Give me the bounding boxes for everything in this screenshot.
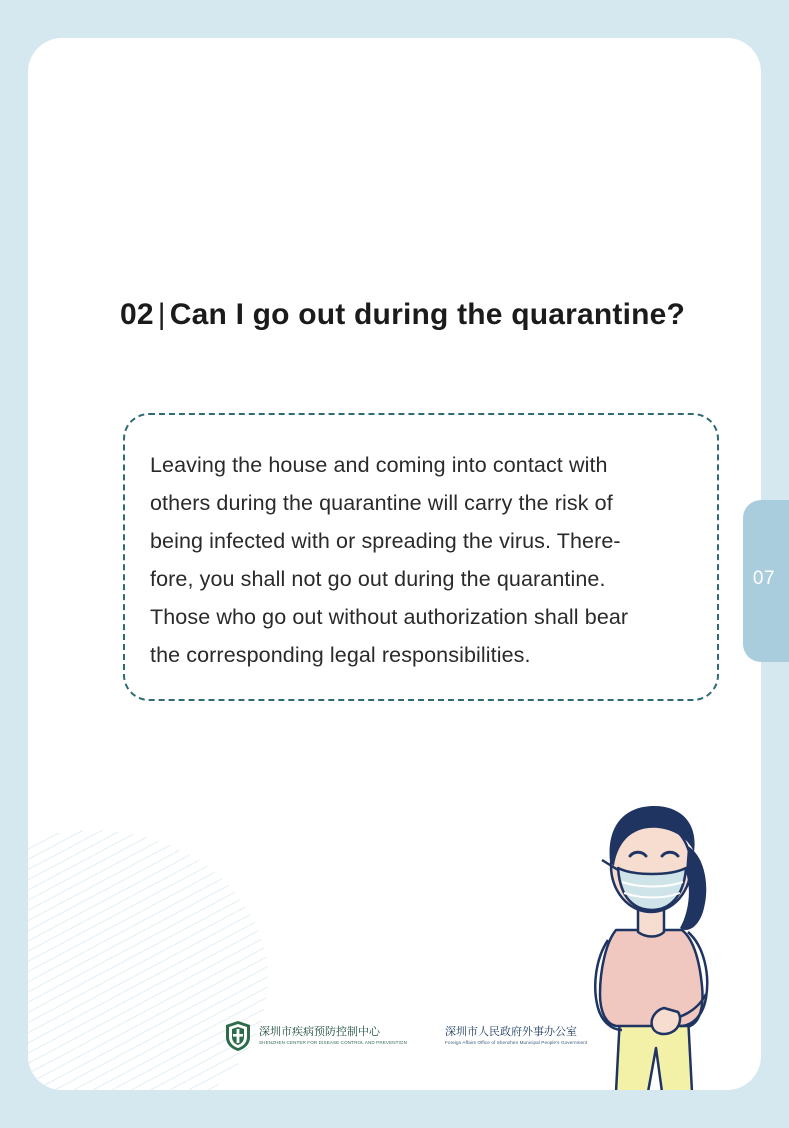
title-separator: | (157, 298, 166, 331)
answer-line: Leaving the house and coming into contact with (150, 453, 608, 477)
cdc-name-en: SHENZHEN CENTER FOR DISEASE CONTROL AND PREVENTION (259, 1040, 408, 1045)
gov-name-cn: 深圳市人民政府外事办公室 (445, 1026, 578, 1038)
answer-line: fore, you shall not go out during the quarantine. (150, 567, 606, 591)
cdc-logo-block (224, 1020, 407, 1052)
answer-line: the corresponding legal responsibilities. (150, 643, 531, 667)
content-card (28, 38, 761, 1090)
gov-name-en: Foreign Affairs Office of Shenzhen Municipal People's Government (445, 1040, 588, 1045)
page-title (120, 298, 685, 332)
page-number: 07 (752, 568, 776, 589)
section-number: 02 (120, 298, 154, 331)
masked-woman-illustration (558, 780, 761, 1090)
answer-line: others during the quarantine will carry the risk of (150, 491, 613, 515)
gov-logo-block (445, 1026, 587, 1046)
answer-text (150, 446, 695, 674)
shield-icon (224, 1020, 252, 1052)
answer-line: Those who go out without authorization shall bear (150, 605, 629, 629)
cdc-logo-text (259, 1026, 407, 1046)
title-text: Can I go out during the quarantine? (169, 298, 686, 331)
footer-logos (224, 1020, 587, 1052)
cdc-name-cn: 深圳市疾病预防控制中心 (259, 1026, 380, 1038)
gov-logo-text (445, 1026, 587, 1046)
answer-line: being infected with or spreading the virus. There- (150, 529, 621, 553)
